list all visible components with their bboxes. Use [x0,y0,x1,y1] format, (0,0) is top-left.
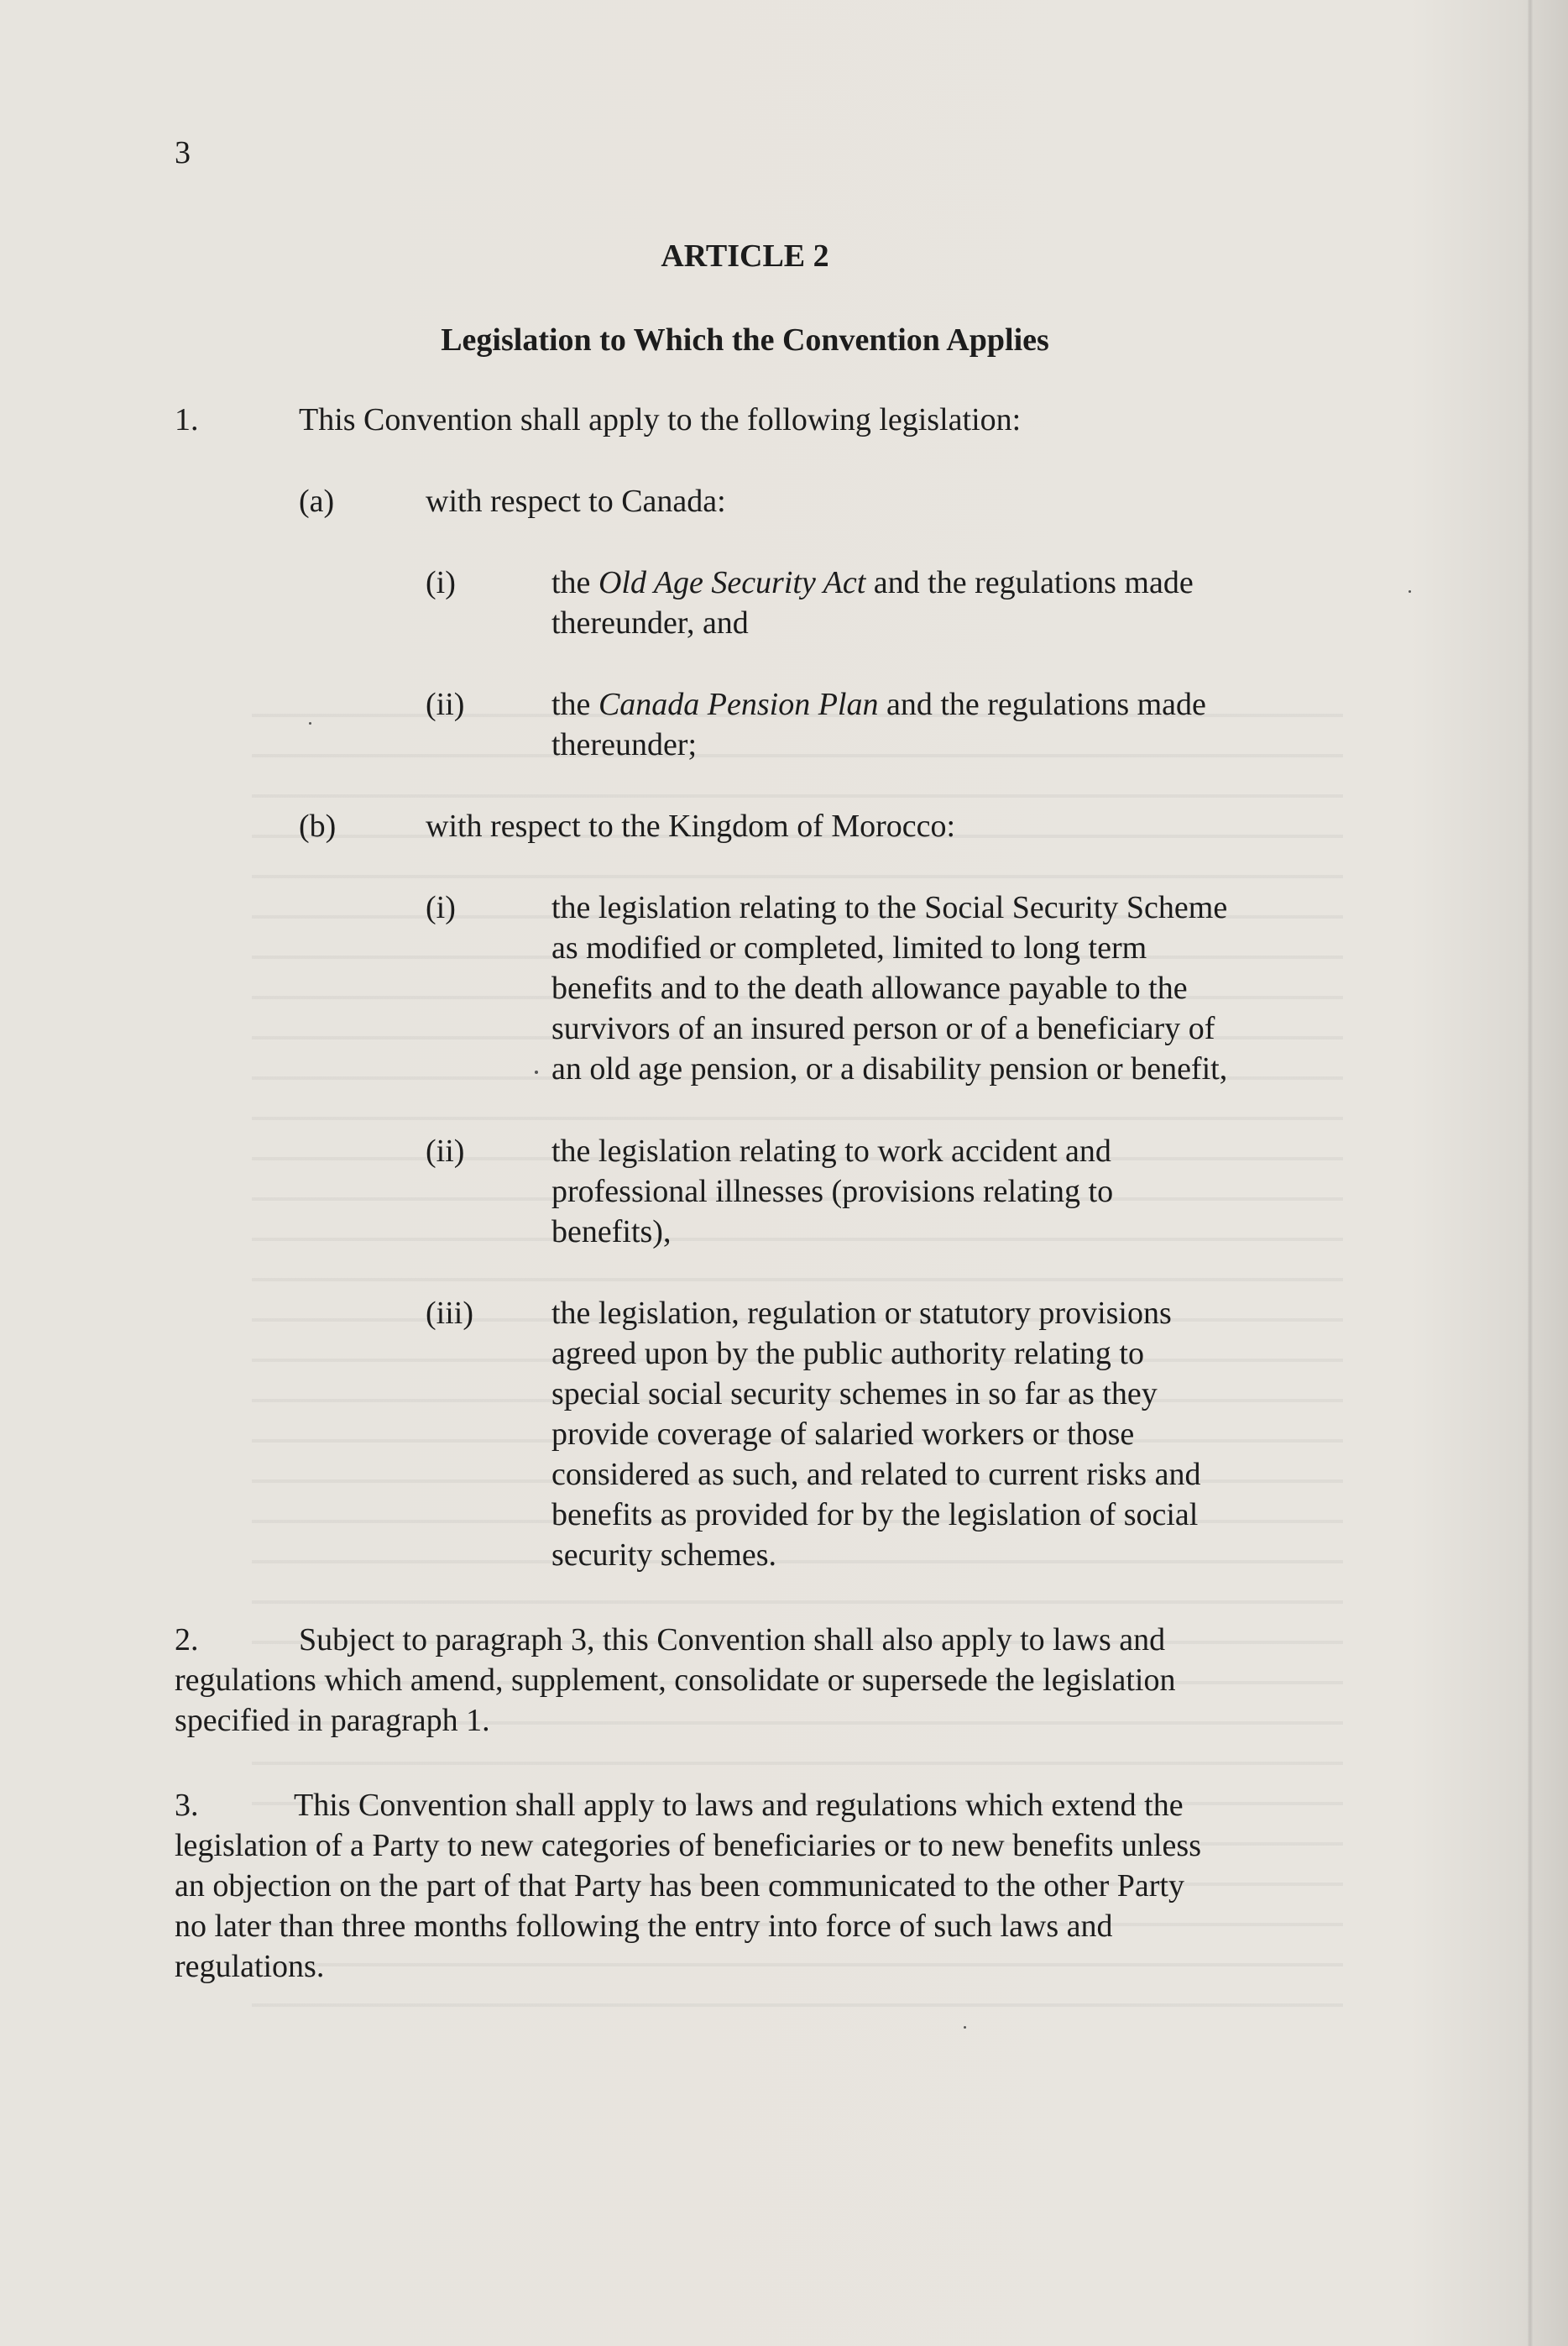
para1-number: 1. [175,402,199,437]
item-b-ii-label: (ii) [426,1134,465,1169]
item-b-iii-line: considered as such, and related to current risks and [551,1457,1201,1492]
para2-line: Subject to paragraph 3, this Convention shall also apply to laws and [299,1622,1166,1657]
item-b-ii-line: benefits), [551,1214,672,1249]
item-b-iii-line: provide coverage of salaried workers or those [551,1417,1135,1452]
item-b-iii-line: security schemes. [551,1537,777,1573]
stray-mark [964,2026,966,2029]
para3-line: no later than three months following the entry into force of such laws and [175,1909,1113,1944]
item-b-iii-line: special social security schemes in so far as they [551,1376,1158,1411]
para3-line: This Convention shall apply to laws and regulations which extend the [294,1788,1184,1823]
stray-mark [309,722,311,725]
act-title-canada-pension-plan: Canada Pension Plan [598,687,879,722]
para1-text: This Convention shall apply to the following legislation: [299,402,1022,437]
item-b-i-line: an old age pension, or a disability pension or benefit, [551,1051,1228,1087]
stray-mark [1409,590,1411,593]
item-b-iii-line: benefits as provided for by the legislation of social [551,1497,1199,1532]
item-b-text: with respect to the Kingdom of Morocco: [426,809,956,844]
stray-mark [535,1071,538,1074]
item-a-i-line1: the Old Age Security Act and the regulations made [551,565,1194,600]
article-title: ARTICLE 2 [661,238,829,274]
item-a-ii-label: (ii) [426,687,465,722]
item-b-i-line: benefits and to the death allowance payable to the [551,971,1188,1006]
item-b-i-label: (i) [426,890,456,925]
item-a-i-label: (i) [426,565,456,600]
item-b-label: (b) [299,809,337,844]
item-a-text: with respect to Canada: [426,484,726,519]
article-subtitle: Legislation to Which the Convention Applies [441,322,1049,358]
act-title-old-age-security: Old Age Security Act [598,565,866,600]
item-b-iii-line: agreed upon by the public authority relating to [551,1336,1144,1371]
para2-line: regulations which amend, supplement, consolidate or supersede the legislation [175,1663,1176,1698]
para2-number: 2. [175,1622,199,1657]
para2-line: specified in paragraph 1. [175,1703,490,1738]
item-b-iii-label: (iii) [426,1296,473,1331]
item-a-ii-line1: the Canada Pension Plan and the regulations made [551,687,1206,722]
item-b-ii-line: the legislation relating to work accident and [551,1134,1111,1169]
para3-number: 3. [175,1788,199,1823]
para3-line: an objection on the part of that Party has been communicated to the other Party [175,1868,1184,1904]
para3-line: regulations. [175,1949,325,1984]
item-a-ii-line2: thereunder; [551,727,698,762]
item-b-i-line: survivors of an insured person or of a beneficiary of [551,1011,1215,1046]
item-b-i-line: the legislation relating to the Social Security Scheme [551,890,1228,925]
item-a-i-line2: thereunder, and [551,605,749,641]
para3-line: legislation of a Party to new categories of beneficiaries or to new benefits unless [175,1828,1201,1863]
item-a-label: (a) [299,484,335,519]
item-b-ii-line: professional illnesses (provisions relating to [551,1174,1114,1209]
page-number: 3 [175,135,191,170]
item-b-iii-line: the legislation, regulation or statutory provisions [551,1296,1172,1331]
item-b-i-line: as modified or completed, limited to long term [551,930,1147,966]
page-fold-shadow [1528,0,1533,2346]
